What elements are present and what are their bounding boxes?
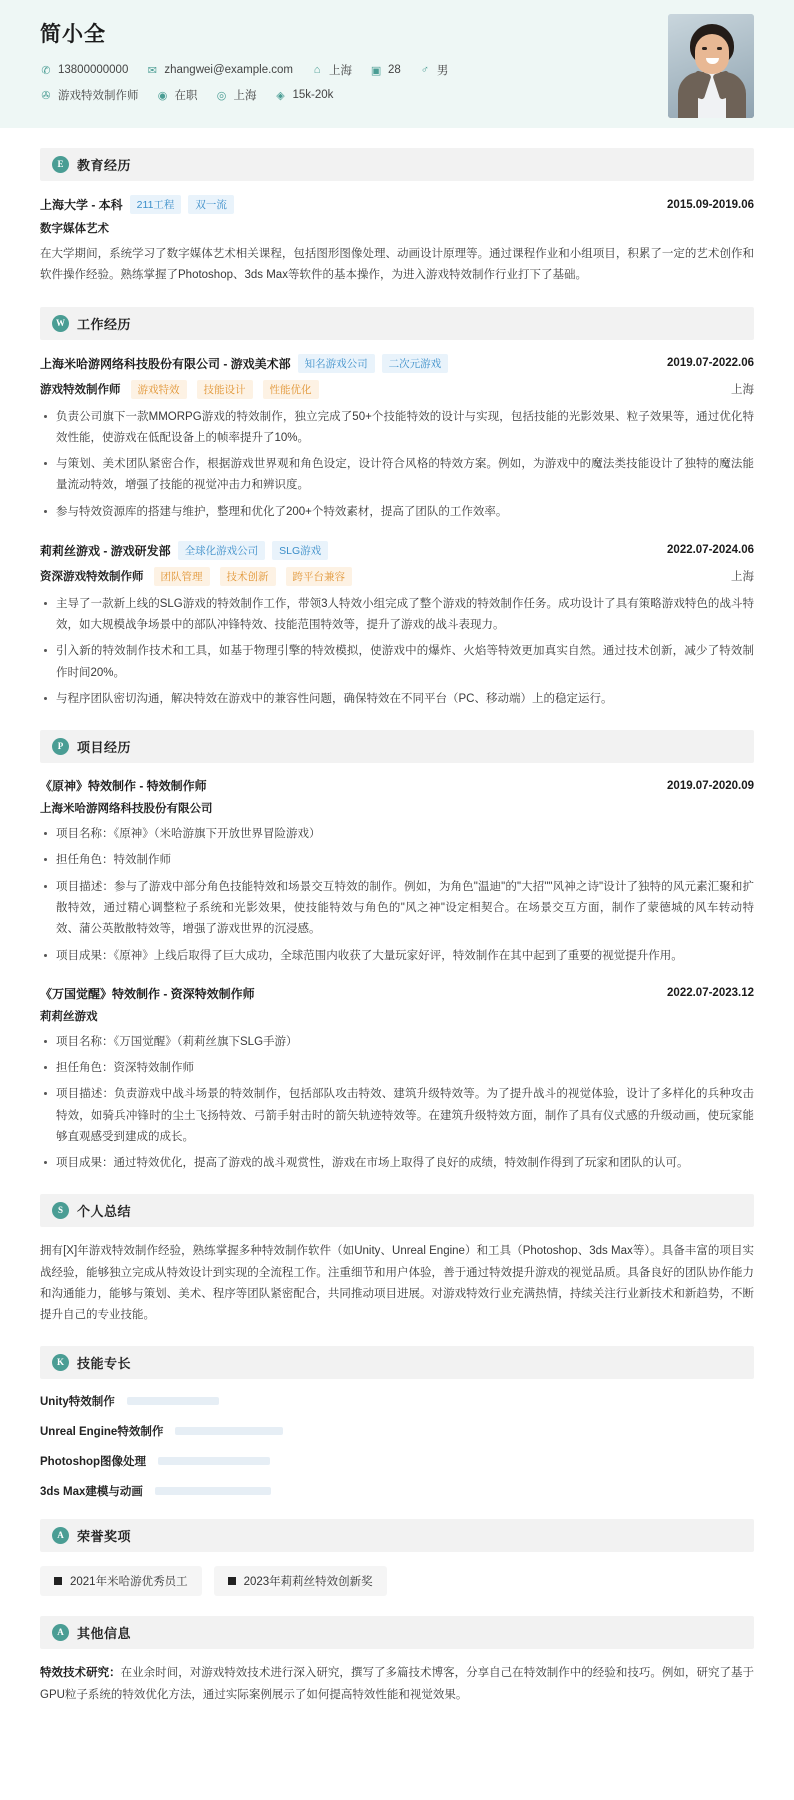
work-date: 2022.07-2024.06 [667, 544, 754, 557]
work-tag-1: 知名游戏公司 [298, 354, 375, 373]
award-label: 2023年莉莉丝特效创新奖 [243, 1576, 373, 1589]
education-entry [40, 195, 754, 287]
work-role-tag-1: 游戏特效 [131, 380, 187, 399]
work-role-row [40, 380, 754, 399]
work-role-tag-2: 技术创新 [220, 567, 276, 586]
work-role-tag-3: 跨平台兼容 [286, 567, 353, 586]
page-title: 简小全 [40, 23, 106, 46]
salary-icon: ◈ [276, 89, 285, 102]
summary-icon: S [52, 1202, 69, 1219]
award-bullet-icon [54, 1577, 62, 1585]
other-item [40, 1663, 754, 1706]
list-item: 项目名称：《万国觉醒》（莉莉丝旗下SLG手游） [40, 1032, 754, 1053]
contact-job-title [40, 87, 139, 103]
project-bullets [40, 1032, 754, 1175]
work-location: 上海 [731, 384, 754, 397]
work-entry-head [40, 354, 754, 373]
contact-status-value: 在职 [174, 90, 198, 102]
work-tag-2: SLG游戏 [272, 541, 328, 560]
education-icon: E [52, 156, 69, 173]
work-role-tag-2: 技能设计 [197, 380, 253, 399]
work-entry [40, 354, 754, 523]
project-date: 2019.07-2020.09 [667, 779, 754, 792]
section-header-projects [40, 730, 754, 763]
resume-header [0, 0, 794, 128]
section-header-skills [40, 1346, 754, 1379]
project-bullets [40, 824, 754, 967]
awards-icon: A [52, 1527, 69, 1544]
section-title-education: 教育经历 [77, 158, 132, 173]
section-title-awards: 荣誉奖项 [77, 1529, 132, 1545]
award-item [214, 1566, 387, 1596]
phone-icon: ✆ [41, 64, 51, 77]
section-header-other [40, 1616, 754, 1649]
section-header-awards [40, 1519, 754, 1552]
work-role-tag-1: 团队管理 [154, 567, 210, 586]
list-item: 引入新的特效制作技术和工具，如基于物理引擎的特效模拟，使游戏中的爆炸、火焰等特效更加真实自然。通过技术创新，减少了特效制作时间20%。 [40, 641, 754, 684]
list-item: 项目名称：《原神》（米哈游旗下开放世界冒险游戏） [40, 824, 754, 845]
contact-phone [40, 64, 128, 77]
contact-salary [275, 89, 334, 102]
education-school: 上海大学 - 本科 [40, 198, 123, 212]
project-company: 莉莉丝游戏 [40, 1010, 98, 1023]
section-title-work: 工作经历 [77, 316, 132, 332]
award-item [40, 1566, 202, 1596]
award-label: 2021年米哈游优秀员工 [70, 1576, 188, 1589]
other-icon: A [52, 1624, 69, 1641]
project-entry-head [40, 777, 754, 794]
location-icon: ⌂ [313, 64, 321, 76]
section-title-skills: 技能专长 [77, 1356, 132, 1372]
contact-email [146, 64, 293, 77]
list-item: 与程序团队密切沟通，解决特效在游戏中的兼容性问题，确保特效在不同平台（PC、移动端）上的稳定运行。 [40, 689, 754, 710]
mail-icon: ✉ [147, 64, 157, 77]
project-date: 2022.07-2023.12 [667, 987, 754, 1000]
awards-list [40, 1566, 754, 1596]
calendar-icon: ▣ [370, 64, 382, 77]
list-item: 与策划、美术团队紧密合作，根据游戏世界观和角色设定，设计符合风格的特效方案。例如，为游戏中的魔法类技能设计了独特的魔法能量流动特效，增强了技能的视觉冲击力和辨识度。 [40, 454, 754, 497]
status-icon: ◉ [157, 89, 168, 102]
gender-icon: ♂ [420, 64, 429, 76]
contact-gender-value: 男 [436, 65, 449, 77]
contact-row-primary [40, 62, 754, 78]
section-title-other: 其他信息 [77, 1626, 132, 1642]
other-label: 特效技术研究： [40, 1667, 121, 1680]
work-tag-2: 二次元游戏 [382, 354, 449, 373]
contact-age-value: 28 [388, 64, 401, 76]
list-item: 项目成果：通过特效优化，提高了游戏的战斗观赏性，游戏在市场上取得了良好的成绩，特效制作得到了玩家和团队的认可。 [40, 1153, 754, 1174]
resume-body [0, 148, 794, 1746]
project-company: 上海米哈游网络科技股份有限公司 [40, 803, 213, 816]
contact-location [311, 62, 352, 78]
skill-label: 3ds Max建模与动画 [40, 1486, 143, 1499]
education-entry-head [40, 195, 754, 214]
list-item: 主导了一款新上线的SLG游戏的特效制作工作，带领3人特效小组完成了整个游戏的特效制作任务。成功设计了具有策略游戏特色的战斗特效，如大规模战争场景中的部队冲锋特效、技能范围特效等，提升了游戏的战斗表现力。 [40, 594, 754, 637]
skills-list [40, 1393, 754, 1499]
skill-item [40, 1423, 754, 1439]
project-title: 《万国觉醒》特效制作 - 资深特效制作师 [40, 986, 255, 1001]
list-item: 项目成果：《原神》上线后取得了巨大成功，全球范围内收获了大量玩家好评，特效制作在其中起到了重要的视觉提升作用。 [40, 946, 754, 967]
skill-bar [155, 1487, 271, 1495]
project-title: 《原神》特效制作 - 特效制作师 [40, 779, 207, 794]
education-tag-2: 双一流 [188, 195, 234, 214]
contact-age [370, 64, 401, 77]
projects-icon: P [52, 738, 69, 755]
list-item: 负责公司旗下一款MMORPG游戏的特效制作，独立完成了50+个技能特效的设计与实现，包括技能的光影效果、粒子效果等，通过优化特效性能，使游戏在低配设备上的帧率提升了10%。 [40, 407, 754, 450]
skills-icon: K [52, 1354, 69, 1371]
work-bullets [40, 594, 754, 710]
education-major: 数字媒体艺术 [40, 223, 109, 235]
work-icon: W [52, 315, 69, 332]
project-entry-head [40, 985, 754, 1002]
list-item: 担任角色：特效制作师 [40, 850, 754, 871]
skill-bar [158, 1457, 270, 1465]
contact-job-title-value: 游戏特效制作师 [58, 90, 139, 102]
contact-location-value: 上海 [329, 65, 353, 77]
contact-salary-value: 15k-20k [292, 89, 334, 101]
other-text: 在业余时间，对游戏特效技术进行深入研究，撰写了多篇技术博客，分享自己在特效制作中的经验和技巧。例如，研究了基于GPU粒子系统的特效优化方法，通过实际案例展示了如何提高特效性能和视觉效果。 [40, 1667, 755, 1701]
skill-label: Unreal Engine特效制作 [40, 1426, 164, 1439]
skill-bar [127, 1397, 219, 1405]
list-item: 参与特效资源库的搭建与维护，整理和优化了200+个特效素材，提高了团队的工作效率。 [40, 502, 754, 523]
work-bullets [40, 407, 754, 523]
work-role: 游戏特效制作师 [40, 384, 121, 397]
list-item: 担任角色：资深特效制作师 [40, 1058, 754, 1079]
work-entry [40, 541, 754, 710]
work-location: 上海 [731, 571, 754, 584]
work-company: 莉莉丝游戏 - 游戏研发部 [40, 543, 171, 558]
work-role-row [40, 567, 754, 586]
project-entry [40, 777, 754, 967]
city-icon: ◎ [216, 89, 227, 102]
section-header-summary [40, 1194, 754, 1227]
award-bullet-icon [228, 1577, 236, 1585]
contact-gender [419, 62, 449, 78]
skill-label: Unity特效制作 [40, 1396, 115, 1409]
contact-row-secondary [40, 87, 754, 103]
contact-city-value: 上海 [233, 90, 257, 102]
skill-item [40, 1393, 754, 1409]
section-title-summary: 个人总结 [77, 1204, 132, 1220]
work-role: 资深游戏特效制作师 [40, 571, 144, 584]
section-header-education [40, 148, 754, 181]
work-entry-head [40, 541, 754, 560]
project-entry [40, 985, 754, 1175]
work-date: 2019.07-2022.06 [667, 357, 754, 370]
education-description: 在大学期间，系统学习了数字媒体艺术相关课程，包括图形图像处理、动画设计原理等。通过课程作业和小组项目，积累了一定的艺术创作和软件操作经验。熟练掌握了Photoshop、3ds Max等软件的基本操作，为进入游戏特效制作行业打下了基础。 [40, 248, 754, 282]
contact-status [157, 87, 198, 103]
education-tag-1: 211工程 [130, 195, 182, 214]
section-header-work [40, 307, 754, 340]
work-role-tag-3: 性能优化 [263, 380, 319, 399]
contact-city [216, 87, 257, 103]
education-date: 2015.09-2019.06 [667, 198, 754, 211]
work-company: 上海米哈游网络科技股份有限公司 - 游戏美术部 [40, 356, 291, 371]
list-item: 项目描述：负责游戏中战斗场景的特效制作，包括部队攻击特效、建筑升级特效等。为了提升战斗的视觉体验，设计了多样化的兵种攻击特效，如骑兵冲锋时的尘土飞扬特效、弓箭手射击时的箭矢轨迹特效等。在建筑升级特效方面，制作了具有仪式感的升级动画，使玩家能够直观感受到建成的成长。 [40, 1084, 754, 1148]
skill-label: Photoshop图像处理 [40, 1456, 147, 1469]
summary-text: 拥有[X]年游戏特效制作经验，熟练掌握多种特效制作软件（如Unity、Unreal Engine）和工具（Photoshop、3ds Max等）。具备丰富的项目实战经验，能够独立完成从特效设计到实现的全流程工作。注重细节和用户体验，善于通过特效提升游戏的视觉品质。具备良好的团队协作能力和沟通能力，能够与策划、美术、程序等团队紧密配合，共同推动项目进展。对游戏特效行业充满热情，持续关注行业新技术和新趋势，不断提升自己的专业技能。 [40, 1245, 754, 1322]
skill-item [40, 1483, 754, 1499]
briefcase-icon: ✇ [41, 89, 51, 102]
other-text-line [40, 1663, 754, 1706]
avatar [668, 14, 754, 118]
skill-bar [175, 1427, 283, 1435]
skill-item [40, 1453, 754, 1469]
work-tag-1: 全球化游戏公司 [178, 541, 266, 560]
contact-phone-value: 13800000000 [58, 64, 129, 76]
list-item: 项目描述：参与了游戏中部分角色技能特效和场景交互特效的制作。例如，为角色"温迪"的"大招""风神之诗"设计了独特的风元素汇聚和扩散特效，通过精心调整粒子系统和光影效果，使技能特效与角色的"风之神"设定相契合。在场景交互方面，制作了蒙德城的风车转动特效、蒲公英散散特效等，增强了游戏世界的沉浸感。 [40, 877, 754, 941]
contact-email-value: zhangwei@example.com [164, 64, 294, 76]
section-title-projects: 项目经历 [77, 740, 132, 756]
